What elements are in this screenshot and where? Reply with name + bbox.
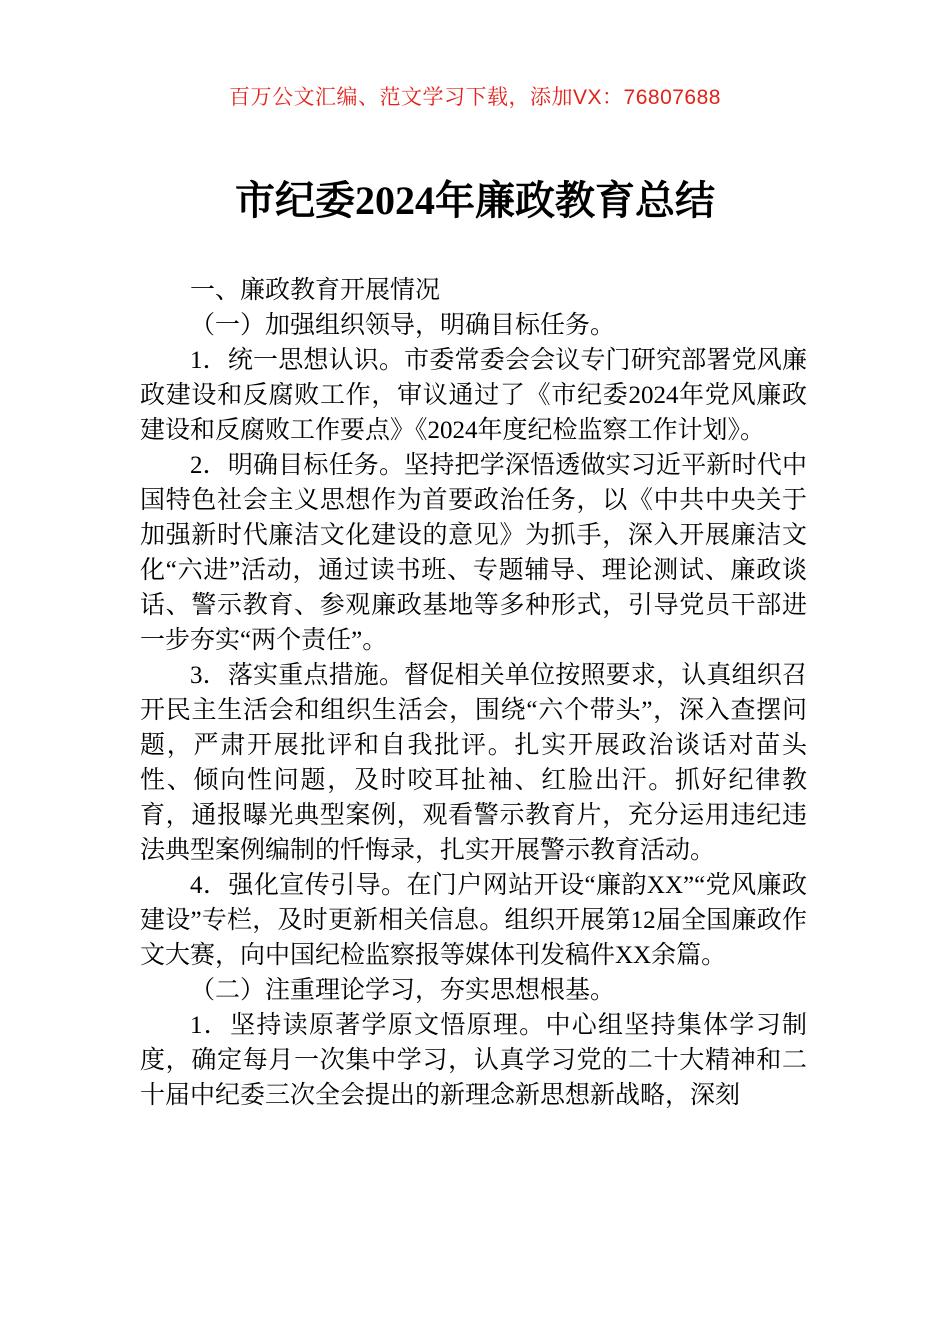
paragraph: 1．统一思想认识。市委常委会会议专门研究部署党风廉政建设和反腐败工作，审议通过了《市纪委2024年党风廉政建设和反腐败工作要点》《2024年度纪检监察工作计划》。 (140, 347, 807, 444)
paragraph: 2．明确目标任务。坚持把学深悟透做实习近平新时代中国特色社会主义思想作为首要政治任务，以《中共中央关于加强新时代廉洁文化建设的意见》为抓手，深入开展廉洁文化“六进”活动，通过读书班、专题辅导、理论测试、廉政谈话、警示教育、参观廉政基地等多种形式，引导党员干部进一步夯实“两个责任”。 (140, 452, 807, 654)
paragraph: （一）加强组织领导，明确目标任务。 (190, 312, 616, 339)
paragraph: 一、廉政教育开展情况 (190, 277, 441, 304)
paragraph: 3．落实重点措施。督促相关单位按照要求，认真组织召开民主生活会和组织生活会，围绕“六个带头”，深入查摆问题，严肃开展批评和自我批评。扎实开展政治谈话对苗头性、倾向性问题，及时咬耳扯袖、红脸出汗。抓好纪律教育，通报曝光典型案例，观看警示教育片，充分运用违纪违法典型案例编制的忏悔录，扎实开展警示教育活动。 (140, 662, 807, 864)
paragraph: 4．强化宣传引导。在门户网站开设“廉韵XX”“党风廉政建设”专栏，及时更新相关信息。组织开展第12届全国廉政作文大赛，向中国纪检监察报等媒体刊发稿件XX余篇。 (140, 872, 807, 969)
document-body (140, 273, 807, 1113)
watermark-notice: 百万公文汇编、范文学习下载，添加VX：76807688 (229, 86, 721, 109)
paragraph: （二）注重理论学习，夯实思想根基。 (190, 977, 616, 1004)
paragraph: 1．坚持读原著学原文悟原理。中心组坚持集体学习制度，确定每月一次集中学习，认真学习党的二十大精神和二十届中纪委三次全会提出的新理念新思想新战略，深刻 (140, 1012, 807, 1109)
document-title: 市纪委2024年廉政教育总结 (235, 178, 715, 223)
